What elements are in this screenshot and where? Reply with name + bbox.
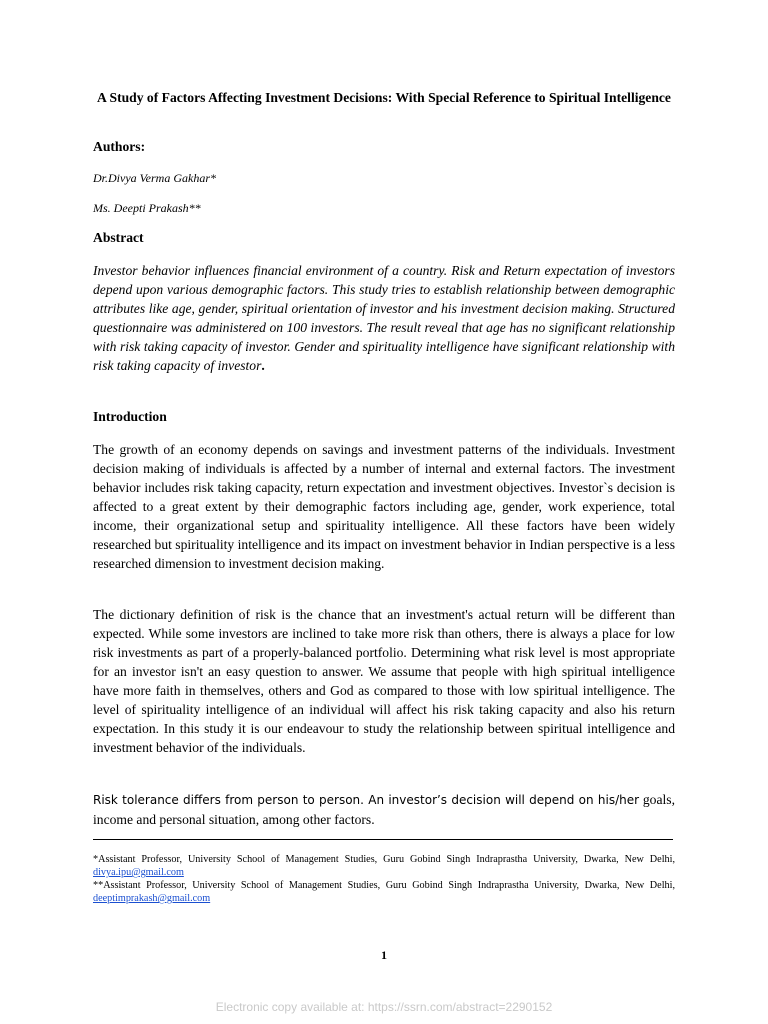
footnote-1-email-link[interactable]: divya.ipu@gmail.com	[93, 867, 184, 878]
footnote-divider	[93, 839, 673, 840]
paper-title: A Study of Factors Affecting Investment Decisions: With Special Reference to Spiritual Intelligence	[97, 90, 671, 105]
authors-heading: Authors:	[93, 139, 146, 154]
footnote-1	[93, 853, 675, 879]
introduction-heading: Introduction	[93, 409, 167, 424]
page-number: 1	[381, 948, 387, 962]
ssrn-notice: Electronic copy available at: https://ssrn.com/abstract=2290152	[215, 1000, 553, 1014]
abstract-body: Investor behavior influences financial environment of a country. Risk and Return expectation of investors depend upon various demographic factors. This study tries to establish relationship between demographic attributes like age, gender, spiritual orientation of investor and his investment decision making. Structured questionnaire was administered on 100 investors. The result reveal that age has no significant relationship with risk taking capacity of investor. Gender and spirituality intelligence have significant relationship with risk taking capacity of investor	[93, 263, 675, 373]
abstract-heading: Abstract	[93, 230, 144, 245]
intro-paragraph-1: The growth of an economy depends on savings and investment patterns of the individuals. Investment decision making of individuals is affected by a number of internal and external factors. The investment behavior includes risk taking capacity, return expectation and investment objectives. Investor`s decision is affected to a great extent by their demographic factors including age, gender, work experience, total income, their organizational setup and spirituality intelligence. All these factors have been widely researched but spirituality intelligence and its impact on investment behavior in Indian perspective is a less researched dimension to investment decision making.	[93, 442, 675, 571]
abstract-end: .	[261, 358, 265, 373]
footnote-2-email-link[interactable]: deeptimprakash@gmail.com	[93, 893, 211, 904]
author-2: Ms. Deepti Prakash**	[93, 201, 201, 215]
paragraph-3-lead: Risk tolerance differs from person to person. An investor’s decision will depend on his/her	[93, 793, 640, 807]
footnote-1-text: *Assistant Professor, University School of Management Studies, Guru Gobind Singh Indraprastha University, Dwarka, New Delhi,	[93, 854, 675, 865]
author-1: Dr.Divya Verma Gakhar*	[93, 171, 216, 185]
footnote-2-text: **Assistant Professor, University School of Management Studies, Guru Gobind Singh Indraprastha University, Dwarka, New Delhi,	[93, 880, 675, 891]
paragraph-3-rest: goals, income and personal situation, among other factors.	[93, 792, 675, 827]
footnote-2	[93, 879, 675, 905]
intro-paragraph-3	[93, 790, 675, 829]
abstract-text	[93, 261, 675, 375]
intro-paragraph-2: The dictionary definition of risk is the chance that an investment's actual return will be different than expected. While some investors are inclined to take more risk than others, there is always a place for low risk investments as part of a properly-balanced portfolio. Determining what risk level is most appropriate for an investor isn't an easy question to answer. We assume that people with high spiritual intelligence have more faith in themselves, others and God as compared to those with low spiritual intelligence. The level of spirituality intelligence of an individual will affect his risk taking capacity and also his return expectation. In this study it is our endeavour to study the relationship between spiritual intelligence and investment behavior of the individuals.	[93, 607, 675, 755]
